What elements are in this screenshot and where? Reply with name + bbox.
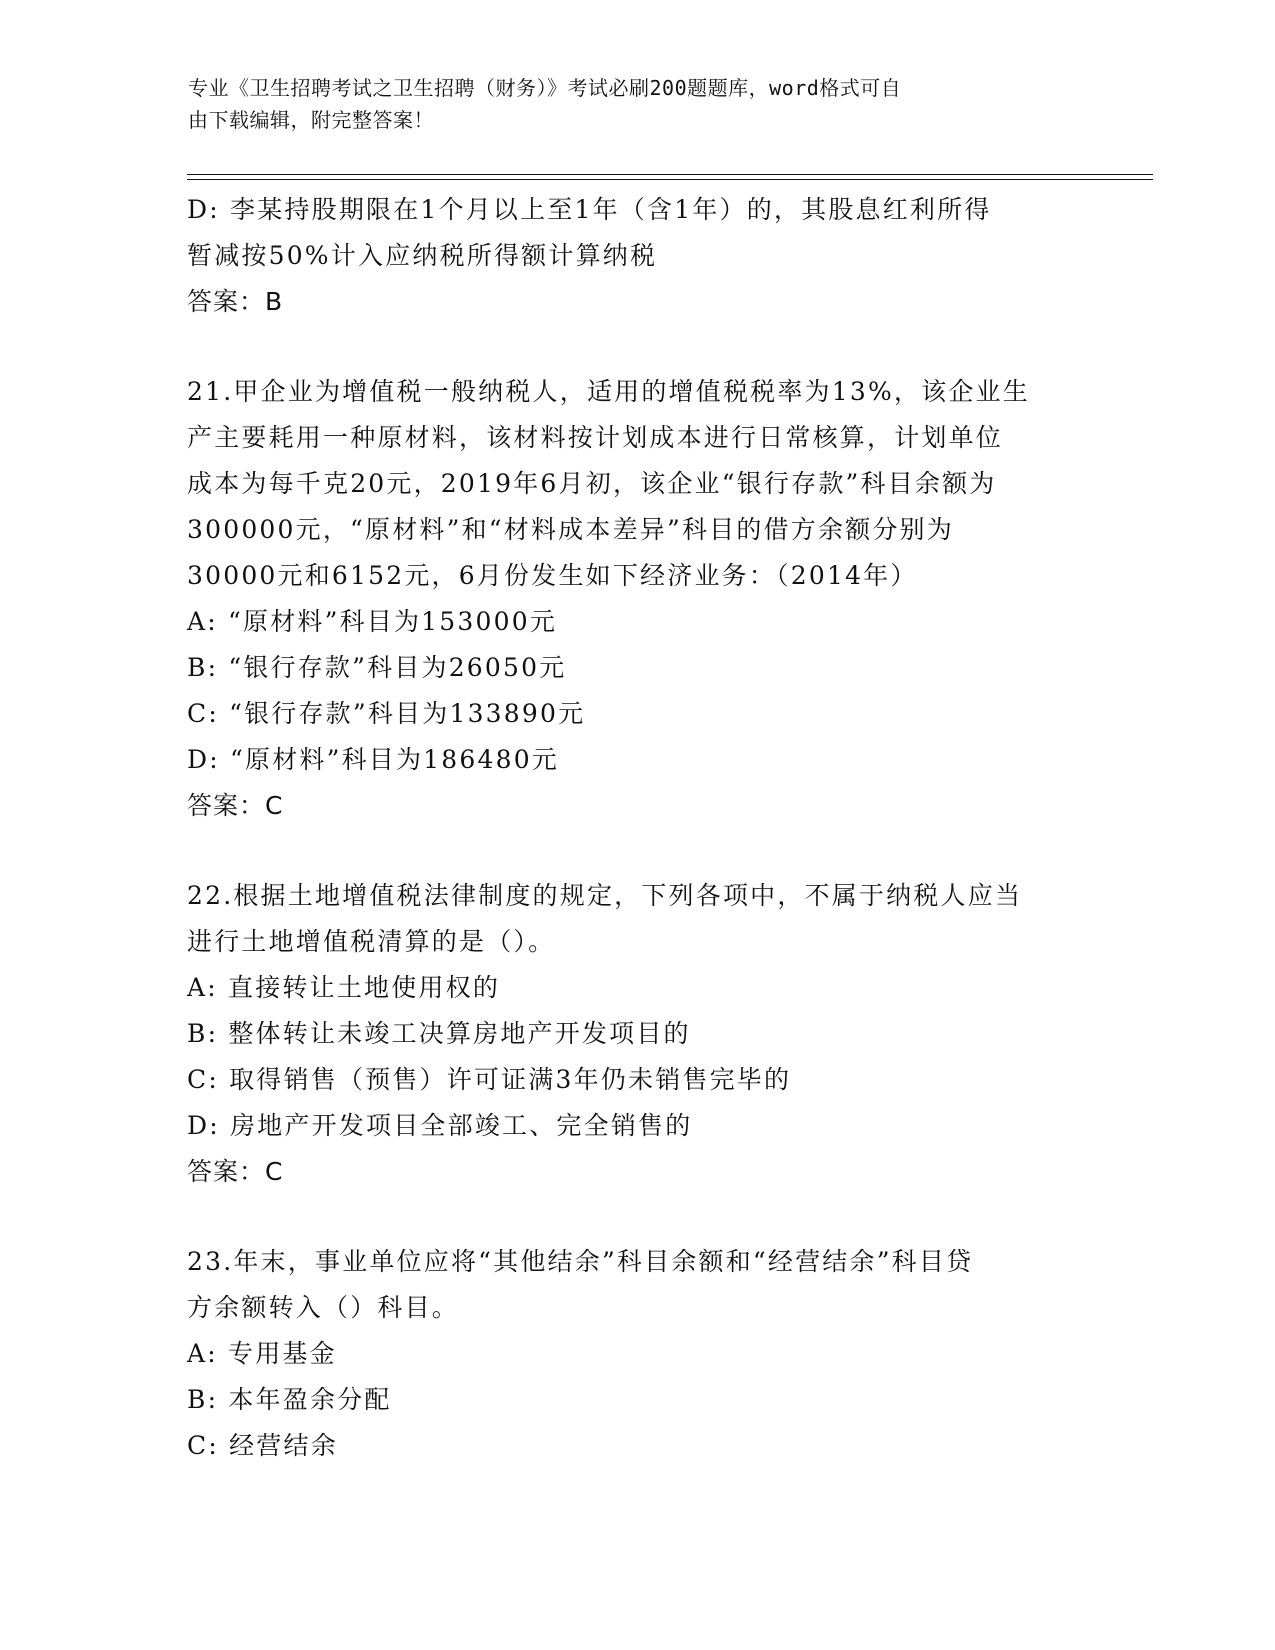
question-stem-line: 产主要耗用一种原材料，该材料按计划成本进行日常核算，计划单位: [187, 423, 1004, 452]
option-b: B: 整体转让未竣工决算房地产开发项目的: [187, 1019, 691, 1048]
option-b: B: “银行存款”科目为26050元: [187, 653, 567, 682]
question-22: [187, 873, 1087, 1195]
option-a: A: 专用基金: [187, 1339, 337, 1368]
header-line-1: 专业《卫生招聘考试之卫生招聘（财务）》考试必刷200题题库，word格式可自: [188, 76, 902, 100]
question-gap: [187, 325, 1087, 369]
question-stem-line: 23.年末，事业单位应将“其他结余”科目余额和“经营结余”科目贷: [187, 1247, 974, 1276]
option-d: D: “原材料”科目为186480元: [187, 745, 560, 774]
question-gap: [187, 1195, 1087, 1239]
header-double-rule: [187, 174, 1153, 180]
question-stem-line: 方余额转入（）科目。: [187, 1293, 460, 1322]
previous-question-tail: [187, 187, 1087, 325]
question-stem-line: 300000元，“原材料”和“材料成本差异”科目的借方余额分别为: [187, 515, 954, 544]
question-stem-line: 30000元和6152元，6月份发生如下经济业务：（2014年）: [187, 561, 918, 590]
option-b: B: 本年盈余分配: [187, 1385, 392, 1414]
option-a: A: 直接转让土地使用权的: [187, 973, 501, 1002]
option-c: C: 取得销售（预售）许可证满3年仍未销售完毕的: [187, 1065, 792, 1094]
question-gap: [187, 829, 1087, 873]
option-c: C: 经营结余: [187, 1431, 338, 1460]
header-line-2: 由下载编辑，附完整答案！: [188, 108, 434, 132]
answer-line: 答案：B: [187, 287, 284, 316]
question-stem-line: 22.根据土地增值税法律制度的规定，下列各项中，不属于纳税人应当: [187, 881, 1023, 910]
document-content: [187, 187, 1087, 1469]
option-d: D: 房地产开发项目全部竣工、完全销售的: [187, 1111, 693, 1140]
question-23: [187, 1239, 1087, 1469]
question-stem-line: 成本为每千克20元，2019年6月初，该企业“银行存款”科目余额为: [187, 469, 997, 498]
question-stem-line: 21.甲企业为增值税一般纳税人，适用的增值税税率为13%，该企业生: [187, 377, 1030, 406]
option-d-line-2: 暂减按50%计入应纳税所得额计算纳税: [187, 241, 658, 270]
option-d-line-1: D: 李某持股期限在1个月以上至1年（含1年）的，其股息红利所得: [187, 195, 992, 224]
question-21: [187, 369, 1087, 829]
question-stem-line: 进行土地增值税清算的是（）。: [187, 927, 556, 956]
answer-line: 答案：C: [187, 791, 284, 820]
document-page: [187, 72, 1087, 1469]
document-header: [188, 72, 1087, 136]
option-c: C: “银行存款”科目为133890元: [187, 699, 586, 728]
answer-line: 答案：C: [187, 1157, 284, 1186]
option-a: A: “原材料”科目为153000元: [187, 607, 558, 636]
